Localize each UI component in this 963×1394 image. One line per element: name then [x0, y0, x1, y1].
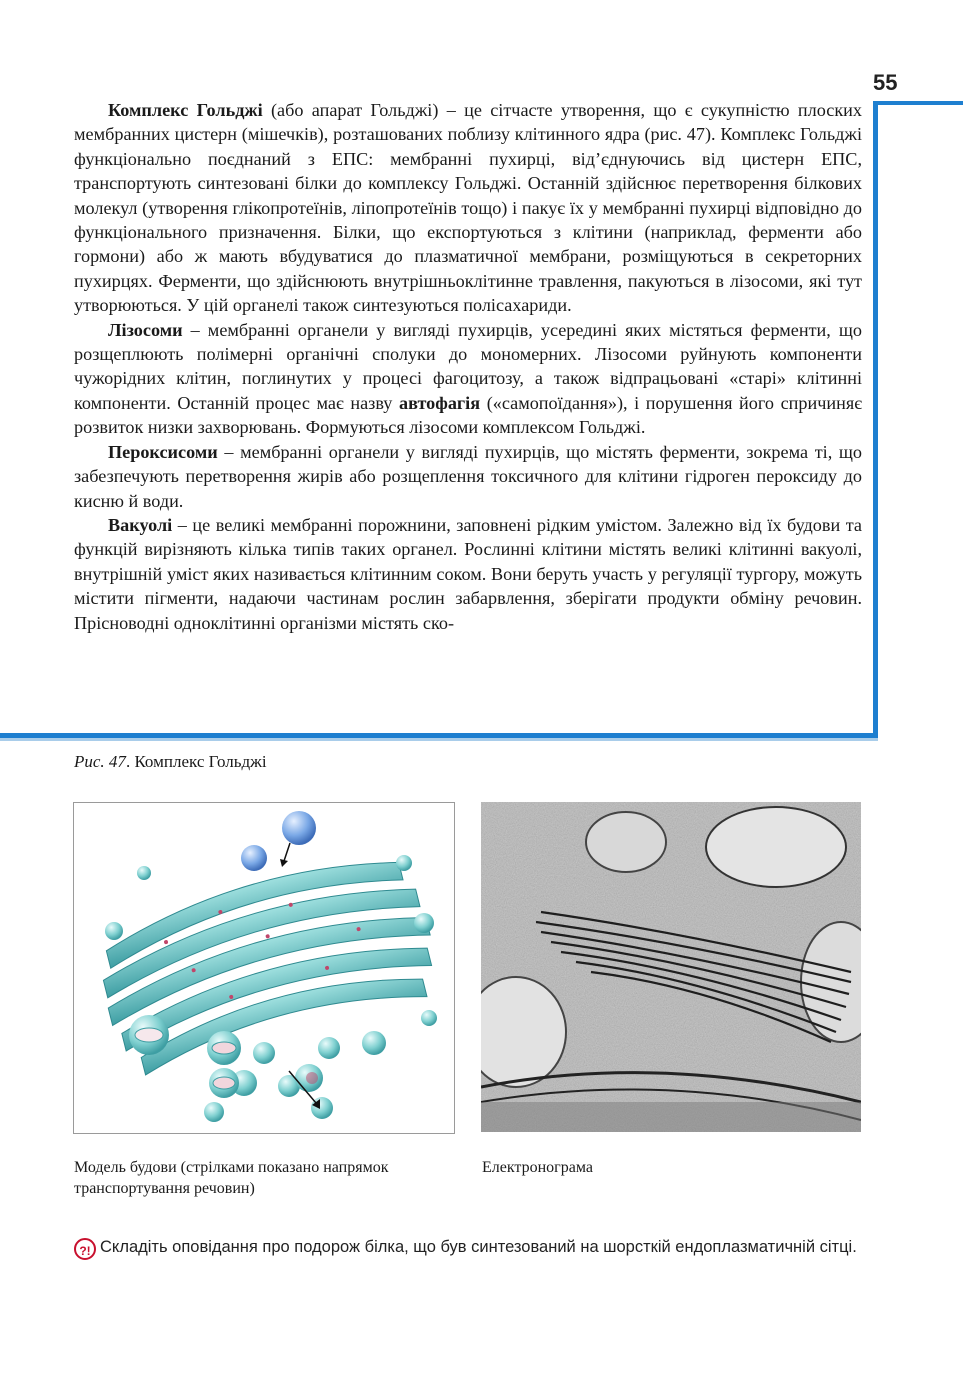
term-peroxisomes: Пероксисоми — [108, 441, 218, 462]
page-number: 55 — [873, 70, 898, 95]
figure-caption — [74, 752, 267, 772]
frame-bottom-shadow — [0, 738, 878, 741]
body-text — [74, 98, 862, 635]
question-text: Складіть оповідання про подорож білка, що був синтезований на шорсткій ендоплазматичній сітці. — [100, 1238, 857, 1256]
term-golgi: Комплекс Гольджі — [108, 100, 263, 120]
term-lysosomes: Лізосоми — [108, 319, 183, 340]
paragraph-vacuoles: Вакуолі – це великі мембранні порожнини, заповнені рідким умістом. Залежно від їх будови та функцій вирізняють кілька типів таких органел. Рослинні клітини містять великі клітинні вакуолі, внутрішній уміст яких називається клітинним соком. Вони беруть участь у регуляції тургору, можуть містити пігменти, надаючи частинам рослин забарвлення, зберігати продукти обміну речовин. Прісноводні одноклітинні організми містять ско- — [74, 514, 862, 633]
micrograph-caption: Електронограма — [482, 1159, 593, 1176]
term-vacuoles: Вакуолі — [108, 514, 173, 535]
question-exclamation-icon: ?! — [74, 1238, 96, 1260]
electron-micrograph — [481, 802, 861, 1132]
paragraph-peroxisomes: Пероксисоми – мембранні органели у вигляді пухирців, що містять ферменти, зокрема ті, що забезпечують перетворення жирів або розщеплення токсичного для клітини гідроген пероксиду до кисню й води. — [74, 441, 862, 511]
term-autophagy: автофагія — [399, 392, 481, 413]
paragraph-golgi: Комплекс Гольджі (або апарат Гольджі) – це сітчасте утворення, що є сукупністю плоских мембранних цистерн (мішечків), розташованих поблизу клітинного ядра (рис. 47). Комплекс Гольджі функціонально поєднаний з ЕПС: мембранні пухирці, від’єднуючись від цистерн ЕПС, транспортують синтезовані білки до комплексу Гольджі. Останній здійснює перетворення білкових молекул (утворення глікопротеїнів, ліпопротеїнів тощо) і пакує їх у мембранні пухирці відповідно до функціонального призначення. Білки, що експортуються з клітини (наприклад, ферменти або гормони) або ж мають вбудуватися до плазматичної мембрани, розміщуються в секреторних пухирцях. Ферменти, що здійснюють внутрішньоклітинне травлення, пакуються в лізосоми, які тут утворюються. У цій органелі також синтезуються полісахариди. — [74, 100, 863, 316]
model-caption: Модель будови (стрілками показано напрямок транспортування речовин) — [74, 1159, 389, 1197]
frame-top-rule — [876, 101, 963, 105]
figure-title: . Комплекс Гольджі — [125, 752, 267, 771]
golgi-model-illustration — [73, 802, 455, 1134]
figure-label: Рис. 47 — [74, 752, 126, 771]
question-block — [74, 1236, 874, 1260]
paragraph-lysosomes: Лізосоми – мембранні органели у вигляді пухирців, усередині яких містяться ферменти, що розщеплюють полімерні органічні сполуки до мономерних. Лізосоми руйнують компоненти чужорідних клітин, поглинутих у процесі фагоцитозу, а також відпрацьовані «старі» клітинні компоненти. Останній процес має назву автофагія («самопоїдання»), і порушення його спричиняє розвиток низки захворювань. Формуються лізосоми комплексом Гольджі. — [74, 319, 862, 438]
frame-right-rule — [873, 101, 878, 737]
